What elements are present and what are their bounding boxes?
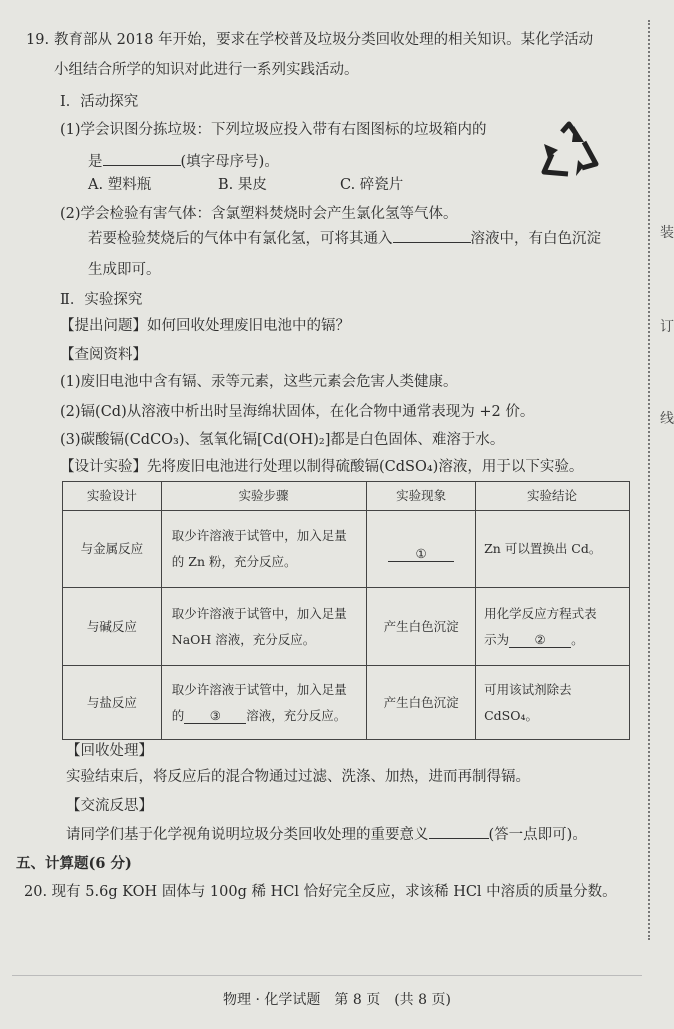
footer-divider bbox=[12, 975, 642, 976]
recycle-icon bbox=[538, 120, 602, 180]
row2-conclusion-line2 bbox=[484, 627, 628, 653]
row1-step bbox=[161, 511, 366, 588]
answer-blank-p1[interactable] bbox=[103, 150, 181, 166]
option-c: C. 碎瓷片 bbox=[340, 177, 404, 193]
header-design: 实验设计 bbox=[63, 482, 162, 511]
row3-step-line1: 取少许溶液于试管中，加入足量 bbox=[171, 681, 347, 697]
reflect-head: 【交流反思】 bbox=[66, 798, 153, 814]
ref1: (1)废旧电池中含有镉、汞等元素，这些元素会危害人类健康。 bbox=[60, 374, 458, 390]
answer-blank-p2[interactable] bbox=[393, 227, 471, 243]
q19-number: 19. bbox=[26, 32, 50, 48]
p2-line1: (2)学会检验有害气体：含氯塑料焚烧时会产生氯化氢等气体。 bbox=[60, 206, 458, 222]
row2-step bbox=[161, 588, 366, 666]
row1-step-line1: 取少许溶液于试管中，加入足量 bbox=[171, 528, 347, 543]
recycle-text: 实验结束后，将反应后的混合物通过过滤、洗涤、加热，进而再制得镉。 bbox=[66, 769, 530, 785]
row3-design: 与盐反应 bbox=[63, 666, 162, 740]
section5-title: 五、计算题(6 分) bbox=[16, 855, 132, 872]
row3-step bbox=[161, 666, 366, 740]
ref2: (2)镉(Cd)从溶液中析出时呈海绵状固体，在化合物中通常表现为 +2 价。 bbox=[60, 404, 535, 420]
row2-conclusion-post: 。 bbox=[571, 631, 584, 647]
option-b: B. 果皮 bbox=[218, 177, 267, 193]
header-phenomenon: 实验现象 bbox=[367, 482, 476, 511]
answer-blank-reflect[interactable] bbox=[429, 823, 489, 839]
row1-step-line2: 的 Zn 粉，充分反应。 bbox=[171, 554, 297, 569]
header-conclusion: 实验结论 bbox=[476, 482, 630, 511]
table-row bbox=[63, 511, 630, 588]
margin-char-ding: 订 bbox=[660, 319, 674, 335]
answer-blank-2[interactable]: ② bbox=[509, 632, 571, 648]
row2-phenomenon: 产生白色沉淀 bbox=[367, 588, 476, 666]
p2-line2-pre: 若要检验焚烧后的气体中有氯化氢，可将其通入 bbox=[88, 231, 393, 247]
question-head: 【提出问题】如何回收处理废旧电池中的镉？ bbox=[60, 318, 350, 334]
design-head: 【设计实验】先将废旧电池进行处理以制得硫酸镉(CdSO₄)溶液，用于以下实验。 bbox=[60, 459, 584, 475]
table-row bbox=[63, 666, 630, 740]
row2-design: 与碱反应 bbox=[63, 588, 162, 666]
binding-dotted-line bbox=[648, 20, 650, 940]
recycle-head: 【回收处理】 bbox=[66, 743, 153, 759]
q19-intro-line2: 小组结合所学的知识对此进行一系列实践活动。 bbox=[54, 62, 359, 78]
row1-phenomenon[interactable] bbox=[367, 511, 476, 588]
part2-title: Ⅱ．实验探究 bbox=[60, 292, 143, 308]
row3-step-post: 溶液，充分反应。 bbox=[246, 707, 347, 723]
p1-line2-pre: 是 bbox=[88, 154, 103, 170]
row3-phenomenon: 产生白色沉淀 bbox=[367, 666, 476, 740]
row3-step-pre: 的 bbox=[171, 707, 185, 723]
row2-step-line2: NaOH 溶液，充分反应。 bbox=[171, 631, 316, 647]
q20-text: 20. 现有 5.6g KOH 固体与 100g 稀 HCl 恰好完全反应，求该稀 HCl 中溶质的质量分数。 bbox=[24, 884, 617, 900]
row2-conclusion-pre: 示为 bbox=[484, 631, 510, 647]
experiment-table bbox=[62, 481, 630, 740]
ref3: (3)碳酸镉(CdCO₃)、氢氧化镉[Cd(OH)₂]都是白色固体、难溶于水。 bbox=[60, 432, 505, 448]
q19-intro-line1: 教育部从 2018 年开始，要求在学校普及垃圾分类回收处理的相关知识。某化学活动 bbox=[54, 32, 594, 48]
p2-line2-post: 溶液中，有白色沉淀 bbox=[470, 231, 601, 247]
p1-line2 bbox=[88, 150, 279, 172]
row2-conclusion bbox=[476, 588, 630, 666]
table-header-row bbox=[63, 482, 630, 511]
part1-title: Ⅰ．活动探究 bbox=[60, 94, 139, 110]
p1-line1: (1)学会识图分拣垃圾：下列垃圾应投入带有右图图标的垃圾箱内的 bbox=[60, 122, 487, 138]
p1-line2-post: (填字母序号)。 bbox=[180, 154, 279, 170]
option-a: A. 塑料瓶 bbox=[88, 177, 152, 193]
page-footer: 物理 · 化学试题 第 8 页 (共 8 页) bbox=[223, 992, 451, 1008]
margin-char-zhuang: 装 bbox=[660, 225, 674, 241]
answer-blank-1[interactable]: ① bbox=[388, 546, 454, 562]
row1-conclusion: Zn 可以置换出 Cd。 bbox=[476, 511, 630, 588]
margin-char-xian: 线 bbox=[660, 411, 674, 427]
row2-step-line1: 取少许溶液于试管中，加入足量 bbox=[171, 605, 347, 621]
row2-conclusion-line1: 用化学反应方程式表 bbox=[484, 605, 597, 621]
reflect-line bbox=[66, 823, 587, 845]
reflect-post: (答一点即可)。 bbox=[488, 827, 587, 843]
row3-conclusion: 可用该试剂除去 CdSO₄。 bbox=[476, 666, 630, 740]
answer-blank-3[interactable]: ③ bbox=[184, 708, 246, 724]
row1-design: 与金属反应 bbox=[63, 511, 162, 588]
table-row bbox=[63, 588, 630, 666]
row3-step-line2 bbox=[172, 703, 365, 729]
p2-line2 bbox=[88, 227, 601, 249]
p2-line3: 生成即可。 bbox=[88, 262, 161, 278]
header-step: 实验步骤 bbox=[161, 482, 366, 511]
reflect-pre: 请同学们基于化学视角说明垃圾分类回收处理的重要意义 bbox=[66, 827, 429, 843]
ref-head: 【查阅资料】 bbox=[60, 347, 147, 363]
